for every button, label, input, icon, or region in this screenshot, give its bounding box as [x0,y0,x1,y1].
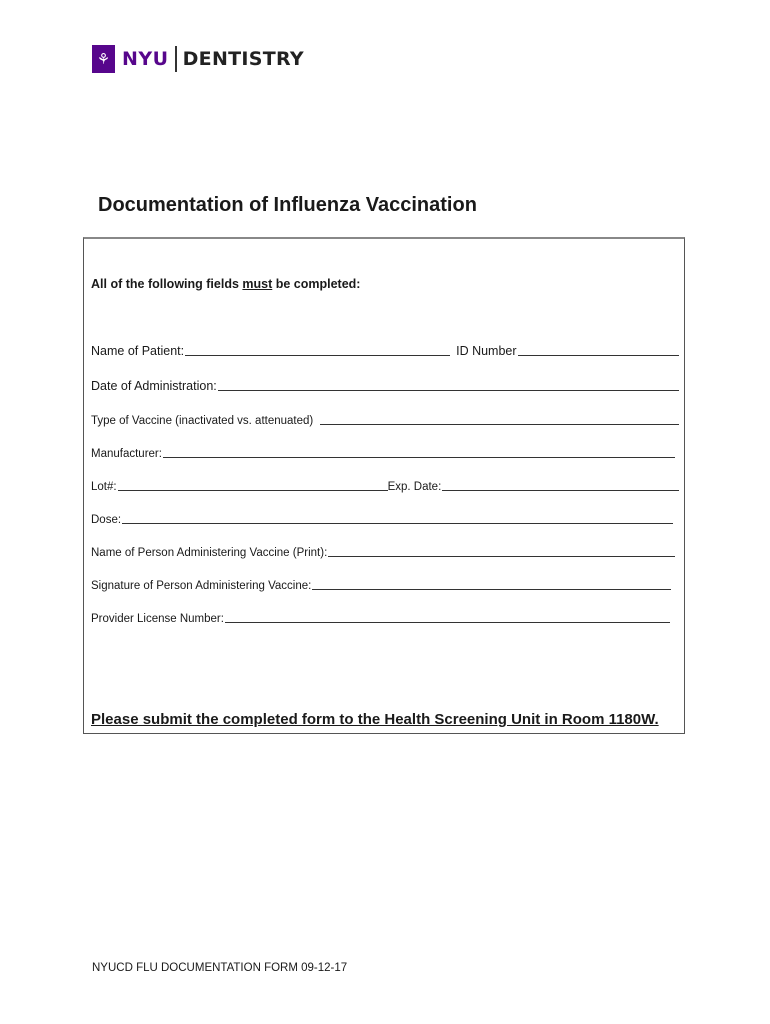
signature-field[interactable] [312,588,671,590]
patient-name-field[interactable] [185,354,450,356]
date-administration-field[interactable] [218,389,679,391]
field-row-dose [91,514,673,526]
torch-icon: ⚘ [92,45,115,73]
provider-license-label: Provider License Number: [91,613,224,625]
instructions-prefix: All of the following fields [91,277,243,291]
patient-name-label: Name of Patient: [91,344,185,358]
footer-form-id: NYUCD FLU DOCUMENTATION FORM 09-12-17 [92,962,348,974]
manufacturer-field[interactable] [163,456,675,458]
date-administration-label: Date of Administration: [91,379,217,393]
submit-instructions: Please submit the completed form to the Health Screening Unit in Room 1180W. [91,711,659,728]
field-row-lot [91,481,679,493]
lot-label: Lot#: [91,481,117,493]
exp-date-field[interactable] [442,489,679,491]
instructions-suffix: be completed: [272,277,361,291]
administrator-name-field[interactable] [328,555,675,557]
nyu-dentistry-logo [92,45,304,73]
dose-label: Dose: [91,514,122,526]
vaccine-type-field[interactable] [320,423,679,425]
instructions-emphasis: must [242,277,273,291]
lot-field[interactable] [118,489,388,491]
manufacturer-label: Manufacturer: [91,448,162,460]
exp-date-label: Exp. Date: [387,481,442,493]
field-row-patient [91,344,679,358]
id-number-label: ID Number [456,344,517,358]
logo-dentistry-text: DENTISTRY [182,48,304,70]
form-instructions [91,277,360,291]
logo-divider [175,46,177,72]
id-number-field[interactable] [518,354,679,356]
field-row-administrator [91,547,675,559]
provider-license-field[interactable] [225,621,670,623]
form-box [83,237,685,734]
signature-label: Signature of Person Administering Vaccine: [91,580,312,592]
document-title: Documentation of Influenza Vaccination [98,194,477,216]
field-row-manufacturer [91,448,675,460]
administrator-name-label: Name of Person Administering Vaccine (Print): [91,547,328,559]
dose-field[interactable] [122,522,673,524]
field-row-license [91,613,670,625]
vaccine-type-label: Type of Vaccine (inactivated vs. attenuated) [91,415,314,427]
logo-nyu-text: NYU [122,48,169,70]
field-row-vaccine-type [91,415,679,427]
field-row-date [91,379,679,393]
field-row-signature [91,580,671,592]
